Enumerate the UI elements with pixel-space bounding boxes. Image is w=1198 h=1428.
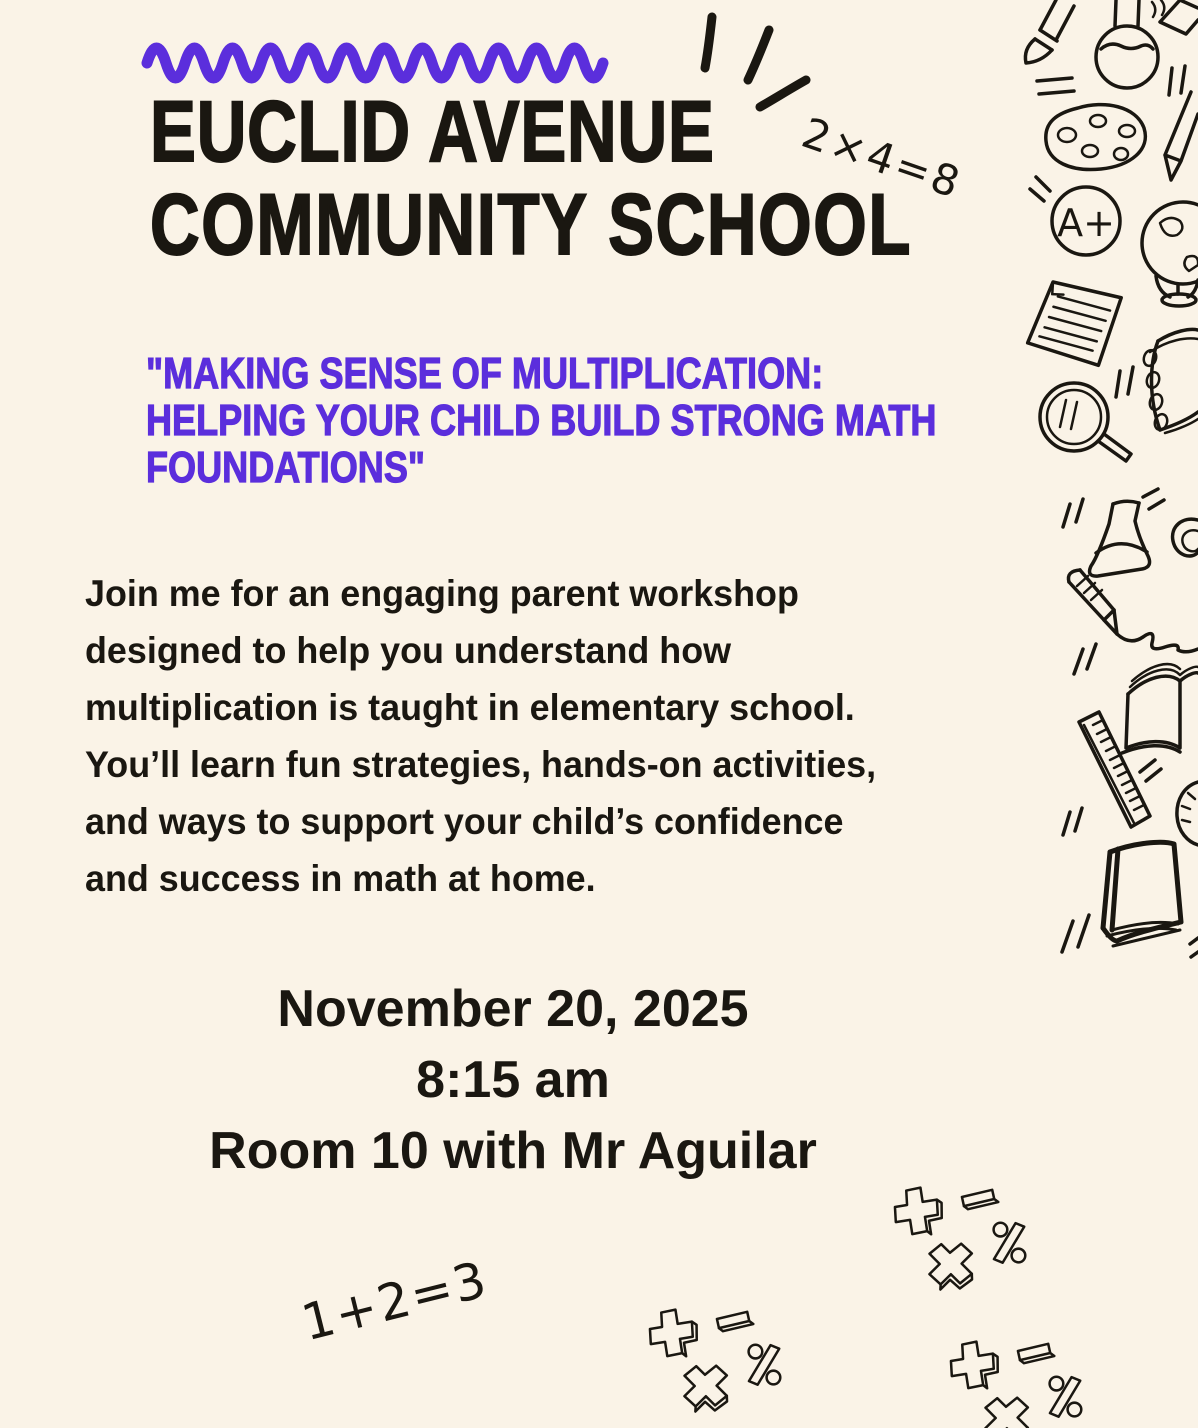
- accent-ticks-icon: [1116, 367, 1133, 397]
- open-book-icon: [1122, 664, 1198, 753]
- workshop-subtitle: [146, 350, 936, 491]
- subtitle-line: FOUNDATIONS": [146, 443, 426, 492]
- a-plus-badge-icon: [1052, 187, 1120, 255]
- a-plus-label: A+: [1057, 201, 1115, 245]
- spiral-notebook-icon: [1142, 329, 1198, 433]
- subtitle-line: "MAKING SENSE OF MULTIPLICATION:: [146, 349, 824, 398]
- event-date: November 20, 2025: [277, 980, 749, 1038]
- zigzag-underline: [147, 48, 603, 78]
- workshop-description: [85, 565, 876, 907]
- event-time: 8:15 am: [416, 1051, 610, 1109]
- lined-paper-icon: [1026, 280, 1121, 367]
- accent-ticks-icon: [1074, 644, 1161, 781]
- accent-ticks-icon: [1063, 808, 1082, 835]
- description-line: multiplication is taught in elementary school.: [85, 687, 855, 728]
- globe-icon: [1142, 202, 1198, 306]
- palette-icon: [1046, 105, 1146, 170]
- paper-corner-icon: [1152, 0, 1198, 34]
- protractor-icon: [1177, 782, 1198, 845]
- math-symbols-doodle: [893, 1186, 1026, 1304]
- paintbrush-icon: [1025, 0, 1074, 63]
- equation-top: 2×4=8: [796, 108, 969, 209]
- erlenmeyer-flask-icon: [1090, 501, 1150, 576]
- description-line: and success in math at home.: [85, 858, 596, 899]
- pencil-icon: [1165, 92, 1198, 180]
- subtitle-line: HELPING YOUR CHILD BUILD STRONG MATH: [146, 396, 937, 445]
- event-location: Room 10 with Mr Aguilar: [209, 1122, 817, 1180]
- description-line: Join me for an engaging parent workshop: [85, 573, 799, 614]
- ruler-icon: [1079, 712, 1150, 827]
- paperclip-icon: [1173, 519, 1198, 556]
- description-line: You’ll learn fun strategies, hands-on activities,: [85, 744, 877, 785]
- title-line-2: COMMUNITY SCHOOL: [150, 177, 913, 273]
- accent-ticks-icon: [1169, 66, 1185, 95]
- description-line: and ways to support your child’s confidence: [85, 801, 844, 842]
- equals-doodle-icon: [1037, 78, 1074, 94]
- event-details: [58, 974, 968, 1187]
- closed-book-icon: [1103, 842, 1181, 946]
- pencil-scribble-icon: [1068, 570, 1198, 652]
- accent-ticks-icon: [1030, 177, 1050, 201]
- description-line: designed to help you understand how: [85, 630, 732, 671]
- title-line-1: EUCLID AVENUE: [150, 84, 715, 180]
- round-flask-icon: [1096, 0, 1158, 88]
- math-symbols-doodle: [648, 1308, 781, 1426]
- equation-bottom: 1+2=3: [296, 1250, 494, 1353]
- math-symbols-doodle: [949, 1340, 1082, 1428]
- page-title: [150, 86, 912, 272]
